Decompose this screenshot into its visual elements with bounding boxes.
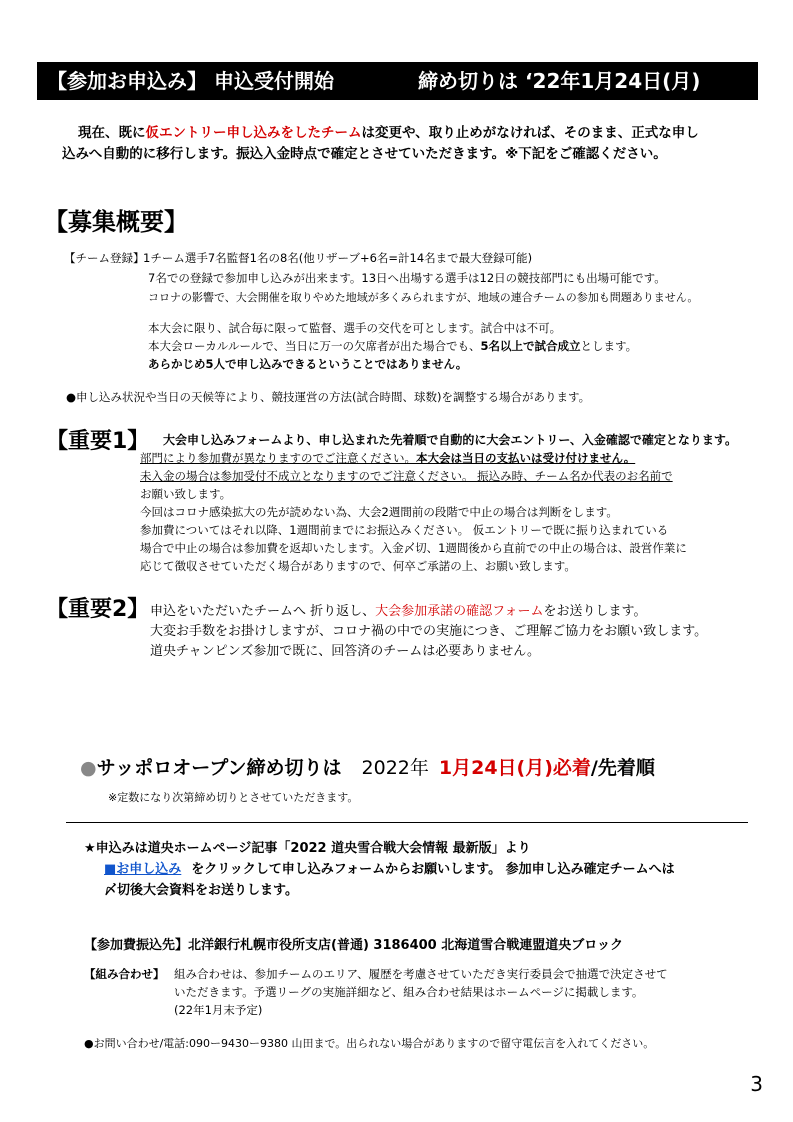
section-title: 【募集概要】 <box>44 208 188 236</box>
important1-lead: 大会申し込みフォームより、申し込まれた先着順で自動的に大会エントリー、入金確認で確定となります。 <box>163 433 737 447</box>
intro-text: は変更や、取り止めがなければ、そのまま、正式な申し <box>361 125 699 141</box>
apply-link[interactable]: ■お申し込み <box>104 862 182 877</box>
important2-highlight: 大会参加承諾の確認フォーム <box>375 604 544 619</box>
sapporo-deadline <box>80 753 655 780</box>
team-reg-line-1: 1チーム選手7名監督1名の8名(他リザーブ+6名=計14名まで最大登録可能) <box>143 251 533 265</box>
sapporo-date: 1月24日(月)必着 <box>438 757 591 779</box>
sapporo-text: サッポロオープン締め切りは <box>96 757 342 779</box>
important1-corona: 今回はコロナ感染拡大の先が読めない為、大会2週間前の段階で中止の場合は判断をします。 <box>140 505 618 519</box>
intro-text: 現在、既に <box>78 125 146 141</box>
matchup-line-3: (22年1月末予定) <box>174 1003 263 1017</box>
fee-no-same-day: 本大会は当日の支払いは受け付けません。 <box>416 451 636 465</box>
important1-unpaid: 未入金の場合は参加受付不成立となりますのでご注意ください。 振込み時、チーム名か代表のお名前で <box>140 469 673 483</box>
important1-collect: 応じて徴収させていただく場合がありますので、何卒ご承諾の上、お願い致します。 <box>140 559 576 573</box>
page-number: 3 <box>750 1072 763 1096</box>
intro-line-2: 込みへ自動的に移行します。振込入金時点で確定とさせていただきます。※下記をご確認ください。 <box>62 146 667 162</box>
important2-heading: 【重要2】 <box>46 597 150 622</box>
weather-note: ●申し込み状況や当日の天候等により、競技運営の方法(試合時間、球数)を調整する場合があります。 <box>66 390 591 404</box>
matchup-label: 【組み合わせ】 <box>84 967 165 981</box>
header-title: 【参加お申込み】 申込受付開始 <box>47 69 334 93</box>
bank-info: 【参加費振込先】北洋銀行札幌市役所支店(普通) 3186400 北海道雪合戦連盟道央ブロック <box>84 938 623 953</box>
sapporo-note: ※定数になり次第締め切りとさせていただきます。 <box>108 791 359 804</box>
bullet-icon: ● <box>80 757 97 779</box>
important1-deadline-fee: 参加費についてはそれ以降、1週間前までにお振込みください。 仮エントリーで既に振り込まれている <box>140 523 669 537</box>
apply-line-2 <box>104 858 675 877</box>
divider <box>66 822 748 823</box>
apply-line-1: ★申込みは道央ホームページ記事「2022 道央雪合戦大会情報 最新版」より <box>84 841 531 856</box>
important1-fee <box>140 450 635 466</box>
sapporo-year: 2022年 <box>361 757 429 779</box>
local-rule-text: 本大会ローカルルールで、当日に万一の欠席者が出た場合でも、 <box>148 339 481 353</box>
intro-highlight: 仮エントリー申し込みをしたチーム <box>145 125 362 141</box>
header-deadline: 締め切りは ‘22年1月24日(月) <box>418 69 701 93</box>
team-reg-label: 【チーム登録】 <box>64 251 145 265</box>
no-five-note: あらかじめ5人で申し込みできるということではありません。 <box>148 357 468 371</box>
important2-text: 申込をいただいたチームへ 折り返し、 <box>150 604 376 619</box>
local-rule-bold: 5名以上で試合成立 <box>480 339 581 353</box>
important2-line-1 <box>150 600 646 619</box>
important2-line-3: 道央チャンピンズ参加で既に、回答済のチームは必要ありません。 <box>150 644 541 659</box>
important1-refund: 場合で中止の場合は参加費を返却いたします。入金〆切、1週間後から直前での中止の場合は、設営作業に <box>140 541 687 555</box>
contact-info: ●お問い合わせ/電話:090ー9430ー9380 山田まで。出られない場合がありますので留守電伝言を入れてください。 <box>84 1037 655 1050</box>
header-bar <box>37 62 758 100</box>
team-reg-line-4: 本大会に限り、試合毎に限って監督、選手の交代を可とします。試合中は不可。 <box>148 321 562 335</box>
matchup-line-2: いただきます。予選リーグの実施詳細など、組み合わせ結果はホームページに掲載します。 <box>174 985 644 999</box>
intro-line-1 <box>78 121 699 141</box>
local-rule-line <box>148 338 637 354</box>
important2-text: をお送りします。 <box>543 604 647 619</box>
team-reg-line-2: 7名での登録で参加申し込みが出来ます。13日へ出場する選手は12日の競技部門にも出場可能です。 <box>148 271 666 285</box>
important1-heading: 【重要1】 <box>46 429 150 454</box>
local-rule-text: とします。 <box>580 339 638 353</box>
important1-request: お願い致します。 <box>140 487 232 501</box>
important2-line-2: 大変お手数をお掛けしますが、コロナ禍の中での実施につき、ご理解ご協力をお願い致します。 <box>150 624 708 639</box>
apply-text: をクリックして申し込みフォームからお願いします。 参加申し込み確定チームへは <box>191 862 675 877</box>
sapporo-order: /先着順 <box>590 757 655 779</box>
team-reg-line-3: コロナの影響で、大会開催を取りやめた地域が多くみられますが、地域の連合チームの参加も問題ありません。 <box>148 291 699 304</box>
apply-line-3: 〆切後大会資料をお送りします。 <box>104 883 298 898</box>
fee-note: 部門により参加費が異なりますのでご注意ください。 <box>140 451 416 465</box>
matchup-line-1: 組み合わせは、参加チームのエリア、履歴を考慮させていただき実行委員会で抽選で決定させて <box>174 967 668 981</box>
